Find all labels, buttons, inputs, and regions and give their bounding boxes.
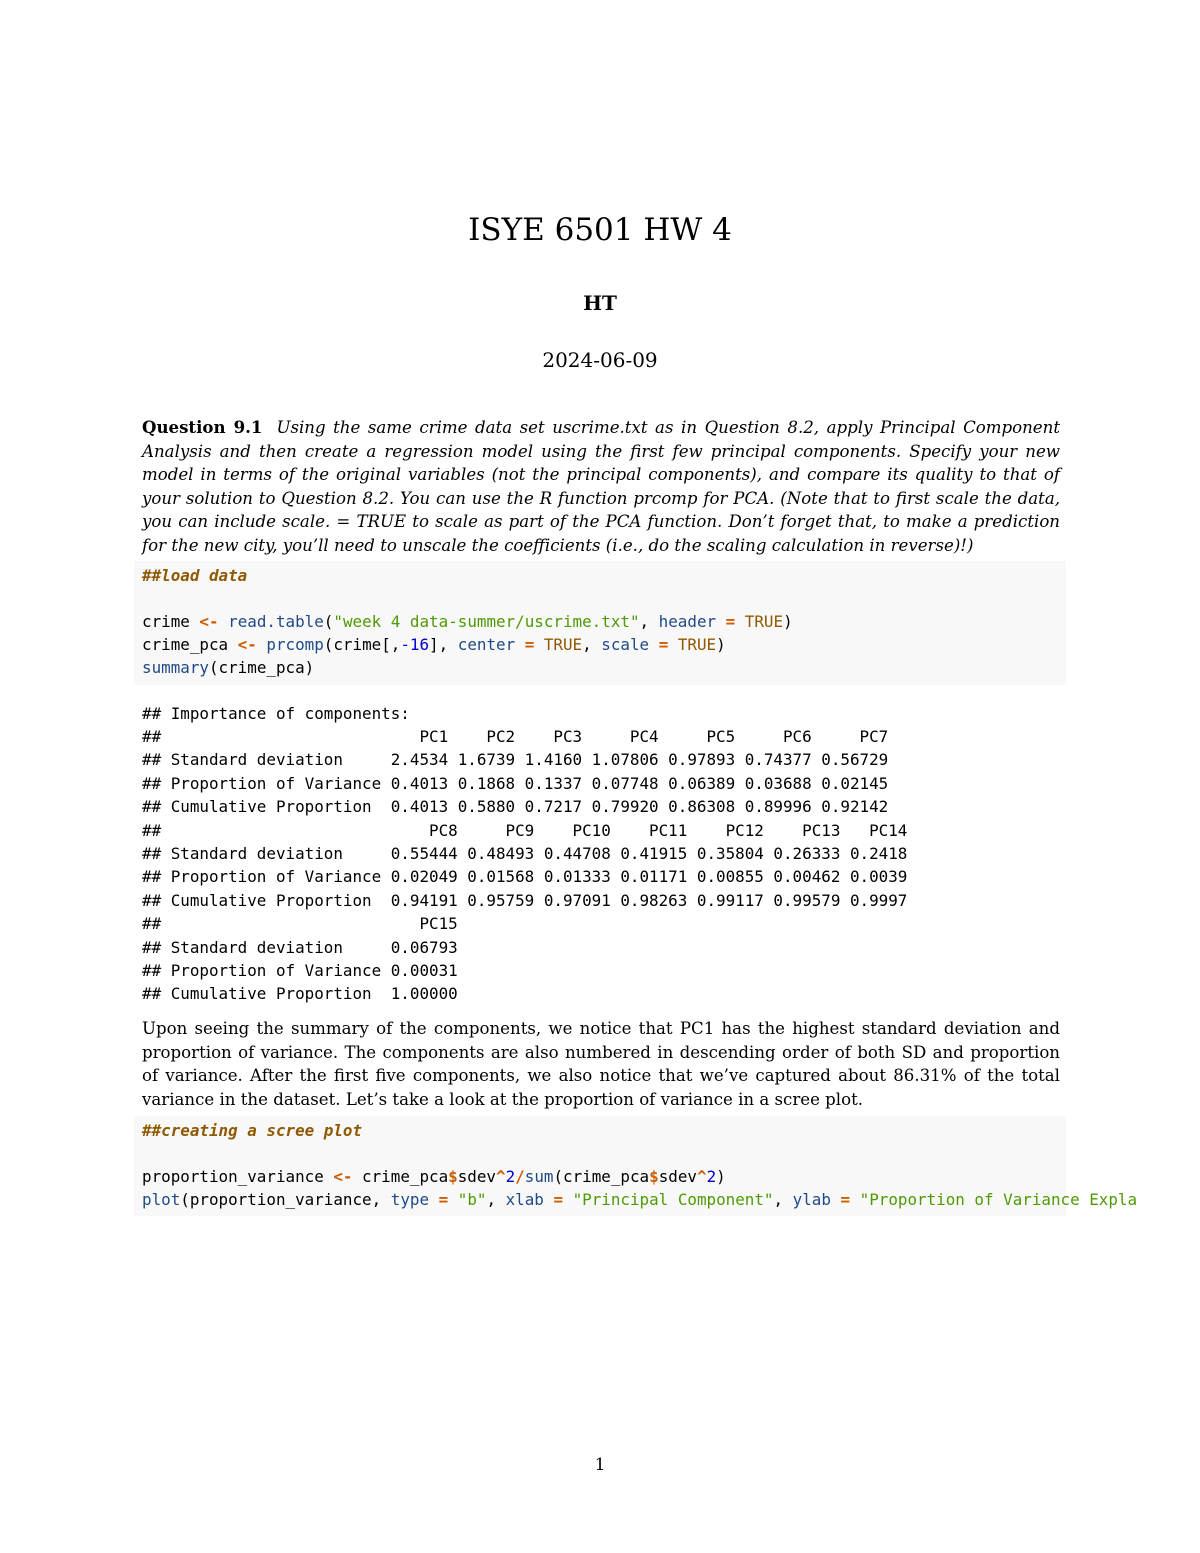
code-token: header: [658, 612, 717, 631]
code-comment: ##creating a scree plot: [142, 1121, 363, 1140]
code-token: crime_pca: [142, 635, 238, 654]
code-token: proportion_variance: [142, 1167, 334, 1186]
question-block: [142, 416, 1060, 558]
code-token: ],: [429, 635, 458, 654]
body-paragraph: Upon seeing the summary of the components, we notice that PC1 has the highest standard deviation and proportion of variance. The components are also numbered in descending order of both SD and proportion of variance. After the first five components, we also notice that we’ve captured about 86.31% of the total variance in the dataset. Let’s take a look at the proportion of variance in a scree plot.: [142, 1019, 1060, 1109]
code-token: -16: [400, 635, 430, 654]
code-token: [219, 612, 229, 631]
code-token: "b": [457, 1190, 487, 1209]
code-token: prcomp: [266, 635, 324, 654]
question-text: Using the same crime data set uscrime.txt as in Question 8.2, apply Principal Component Analysis and then create a regression model using the first few principal components. Specify your new model in terms of the original variables (not the principal components), and compare its quality to that of your solution to Question 8.2. You can use the R function prcomp for PCA. (Note that to first scale the data, you can include scale. = TRUE to scale as part of the PCA function. Don’t forget that, to make a prediction for the new city, you’ll need to unscale the coefficients (i.e., do the scaling calculation in reverse)!): [142, 418, 1060, 555]
code-token: TRUE: [677, 635, 717, 654]
output-line: ## Proportion of Variance 0.02049 0.01568 0.01333 0.01171 0.00855 0.00462 0.0039: [142, 867, 908, 886]
code-line: [142, 656, 314, 679]
output-line: ## Standard deviation 2.4534 1.6739 1.4160 1.07806 0.97893 0.74377 0.56729: [142, 750, 889, 769]
code-token: 2: [706, 1167, 717, 1186]
output-line: ## PC15: [142, 914, 458, 933]
output-line: ## PC8 PC9 PC10 PC11 PC12 PC13 PC14: [142, 821, 908, 840]
code-line: [142, 633, 726, 656]
code-token: sdev: [457, 1167, 497, 1186]
code-token: sum: [524, 1167, 554, 1186]
output-line: ## Cumulative Proportion 0.4013 0.5880 0.7217 0.79920 0.86308 0.89996 0.92142: [142, 797, 889, 816]
code-token: ,: [582, 635, 602, 654]
code-token: =: [649, 635, 678, 654]
code-comment: ##load data: [142, 566, 248, 585]
code-token: =: [515, 635, 544, 654]
code-token: (: [323, 612, 334, 631]
code-token: (crime_pca: [553, 1167, 650, 1186]
code-token: crime: [142, 612, 200, 631]
code-token: type: [390, 1190, 430, 1209]
code-token: TRUE: [543, 635, 583, 654]
code-token: center: [457, 635, 516, 654]
code-token: <-: [199, 612, 219, 631]
code-token: "Proportion of Variance Expla: [859, 1190, 1138, 1209]
code-token: ,: [486, 1190, 506, 1209]
output-line: ## Cumulative Proportion 0.94191 0.95759 0.97091 0.98263 0.99117 0.99579 0.9997: [142, 891, 908, 910]
code-token: plot: [142, 1190, 181, 1209]
code-token: $: [649, 1167, 659, 1186]
code-token: <-: [333, 1167, 353, 1186]
code-token: ,: [773, 1190, 793, 1209]
code-line: [142, 610, 793, 633]
output-line: ## Standard deviation 0.06793: [142, 938, 458, 957]
code-token: ,: [639, 612, 659, 631]
output-line: ## Standard deviation 0.55444 0.48493 0.44708 0.41915 0.35804 0.26333 0.2418: [142, 844, 908, 863]
code-token: 2: [505, 1167, 516, 1186]
output-line: ## Importance of components:: [142, 704, 410, 723]
output-line: ## Cumulative Proportion 1.00000: [142, 984, 458, 1003]
code-token: ): [716, 635, 726, 654]
code-token: read.table: [228, 612, 324, 631]
code-token: scale: [601, 635, 650, 654]
code-token: ^: [696, 1167, 707, 1186]
code-token: [257, 635, 267, 654]
code-token: (crime[,: [323, 635, 401, 654]
code-line: [142, 564, 247, 587]
code-token: =: [543, 1190, 573, 1209]
code-token: xlab: [505, 1190, 544, 1209]
output-line: ## Proportion of Variance 0.4013 0.1868 0.1337 0.07748 0.06389 0.03688 0.02145: [142, 774, 889, 793]
code-token: ): [716, 1167, 726, 1186]
code-token: (crime_pca): [208, 658, 315, 677]
code-token: $: [448, 1167, 458, 1186]
output-line: ## Proportion of Variance 0.00031: [142, 961, 458, 980]
code-token: =: [716, 612, 745, 631]
code-token: ylab: [792, 1190, 831, 1209]
code-token: TRUE: [744, 612, 784, 631]
code-line: [142, 1188, 1200, 1211]
document-date: 2024-06-09: [542, 348, 658, 372]
code-token: sdev: [658, 1167, 697, 1186]
code-block-load-data: [134, 561, 1066, 685]
question-label: Question 9.1: [142, 417, 263, 437]
code-token: "week 4 data-summer/uscrime.txt": [333, 612, 640, 631]
code-token: <-: [237, 635, 257, 654]
code-token: summary: [142, 658, 209, 677]
code-token: "Principal Component": [572, 1190, 774, 1209]
page-number: 1: [594, 1455, 606, 1475]
output-line: ## PC1 PC2 PC3 PC4 PC5 PC6 PC7: [142, 727, 889, 746]
code-token: crime_pca: [352, 1167, 449, 1186]
document-author: HT: [583, 291, 617, 315]
code-token: ^: [496, 1167, 506, 1186]
code-line: [142, 1165, 726, 1188]
code-line: [142, 1119, 362, 1142]
code-token: ): [783, 612, 793, 631]
code-token: =: [429, 1190, 458, 1209]
code-token: /: [515, 1167, 525, 1186]
code-token: =: [830, 1190, 860, 1209]
code-block-scree-plot: [134, 1116, 1138, 1216]
document-title: ISYE 6501 HW 4: [468, 212, 732, 248]
code-token: (proportion_variance,: [180, 1190, 391, 1209]
